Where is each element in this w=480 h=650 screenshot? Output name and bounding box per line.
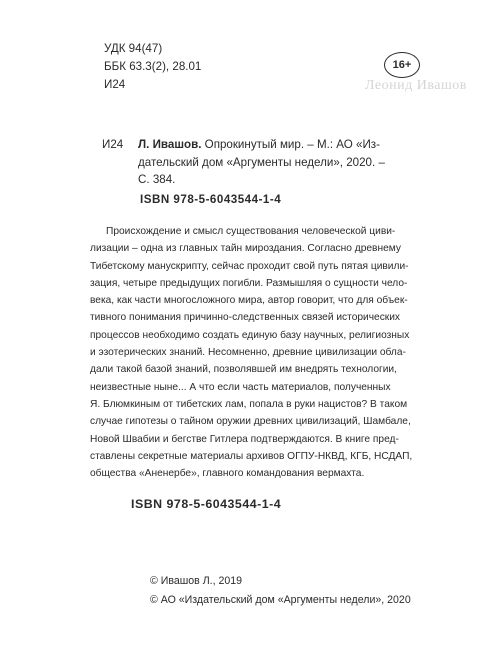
copyright-author: © Ивашов Л., 2019 xyxy=(150,575,243,587)
biblio-line: Опрокинутый мир. – М.: АО «Из- xyxy=(204,138,380,151)
author-mark: И24 xyxy=(104,78,126,91)
abstract xyxy=(90,223,430,482)
abstract-line: неизвестные ныне... А что если часть материалов, полученных xyxy=(90,381,391,393)
biblio-author: Л. Ивашов. xyxy=(138,138,202,151)
abstract-line: лизации – одна из главных тайн мироздания. Согласно древнему xyxy=(90,243,401,255)
abstract-line: века, как части многосложного мира, автор говорит, что для объек- xyxy=(90,295,408,307)
abstract-line: общества «Аненербе», главного командования вермахта. xyxy=(90,468,365,480)
bleed-through-text: Леонид Ивашов xyxy=(365,78,467,93)
biblio-line: С. 384. xyxy=(138,173,176,186)
abstract-line: Новой Швабии и бегстве Гитлера подтверждаются. В книге пред- xyxy=(90,433,399,445)
biblio-author-mark: И24 xyxy=(102,138,124,151)
abstract-line: ставлены секретные материалы архивов ОГПУ-НКВД, КГБ, НСДАП, xyxy=(90,450,413,462)
isbn-top: ISBN 978-5-6043544-1-4 xyxy=(140,193,282,206)
abstract-line: процессов необходимо создать единую базу научных, религиозных xyxy=(90,329,410,341)
abstract-line: и эзотерических знаний. Несомненно, древние цивилизации обла- xyxy=(90,347,406,359)
abstract-line: Я. Блюмкиным от тибетских лам, попала в руки нацистов? В таком xyxy=(90,398,408,410)
abstract-line: случае гипотезы о тайном оружии древних цивилизаций, Шамбале, xyxy=(90,416,411,428)
udk-code: УДК 94(47) xyxy=(104,42,163,55)
abstract-line: дали такой базой знаний, позволявшей им внедрять технологии, xyxy=(90,364,397,376)
age-rating-badge: 16+ xyxy=(384,52,420,78)
biblio-line: дательский дом «Аргументы недели», 2020. – xyxy=(138,155,385,169)
abstract-line: зация, четыре предыдущих погибли. Размышляя о сущности чело- xyxy=(90,277,408,289)
bibliographic-record xyxy=(104,136,434,189)
abstract-line: Тибетскому манускрипту, сейчас проходит свой путь пятая цивили- xyxy=(90,260,409,272)
abstract-line: тивного понимания причинно-следственных связей исторических xyxy=(90,312,401,324)
copyright-notice xyxy=(150,572,411,609)
abstract-line: Происхождение и смысл существования человеческой циви- xyxy=(106,226,396,237)
copyright-publisher: © АО «Издательский дом «Аргументы недели», 2020 xyxy=(150,593,411,606)
bbk-code: ББК 63.3(2), 28.01 xyxy=(104,60,202,73)
isbn-bottom: ISBN 978-5-6043544-1-4 xyxy=(131,497,282,511)
classification-codes xyxy=(104,40,201,94)
